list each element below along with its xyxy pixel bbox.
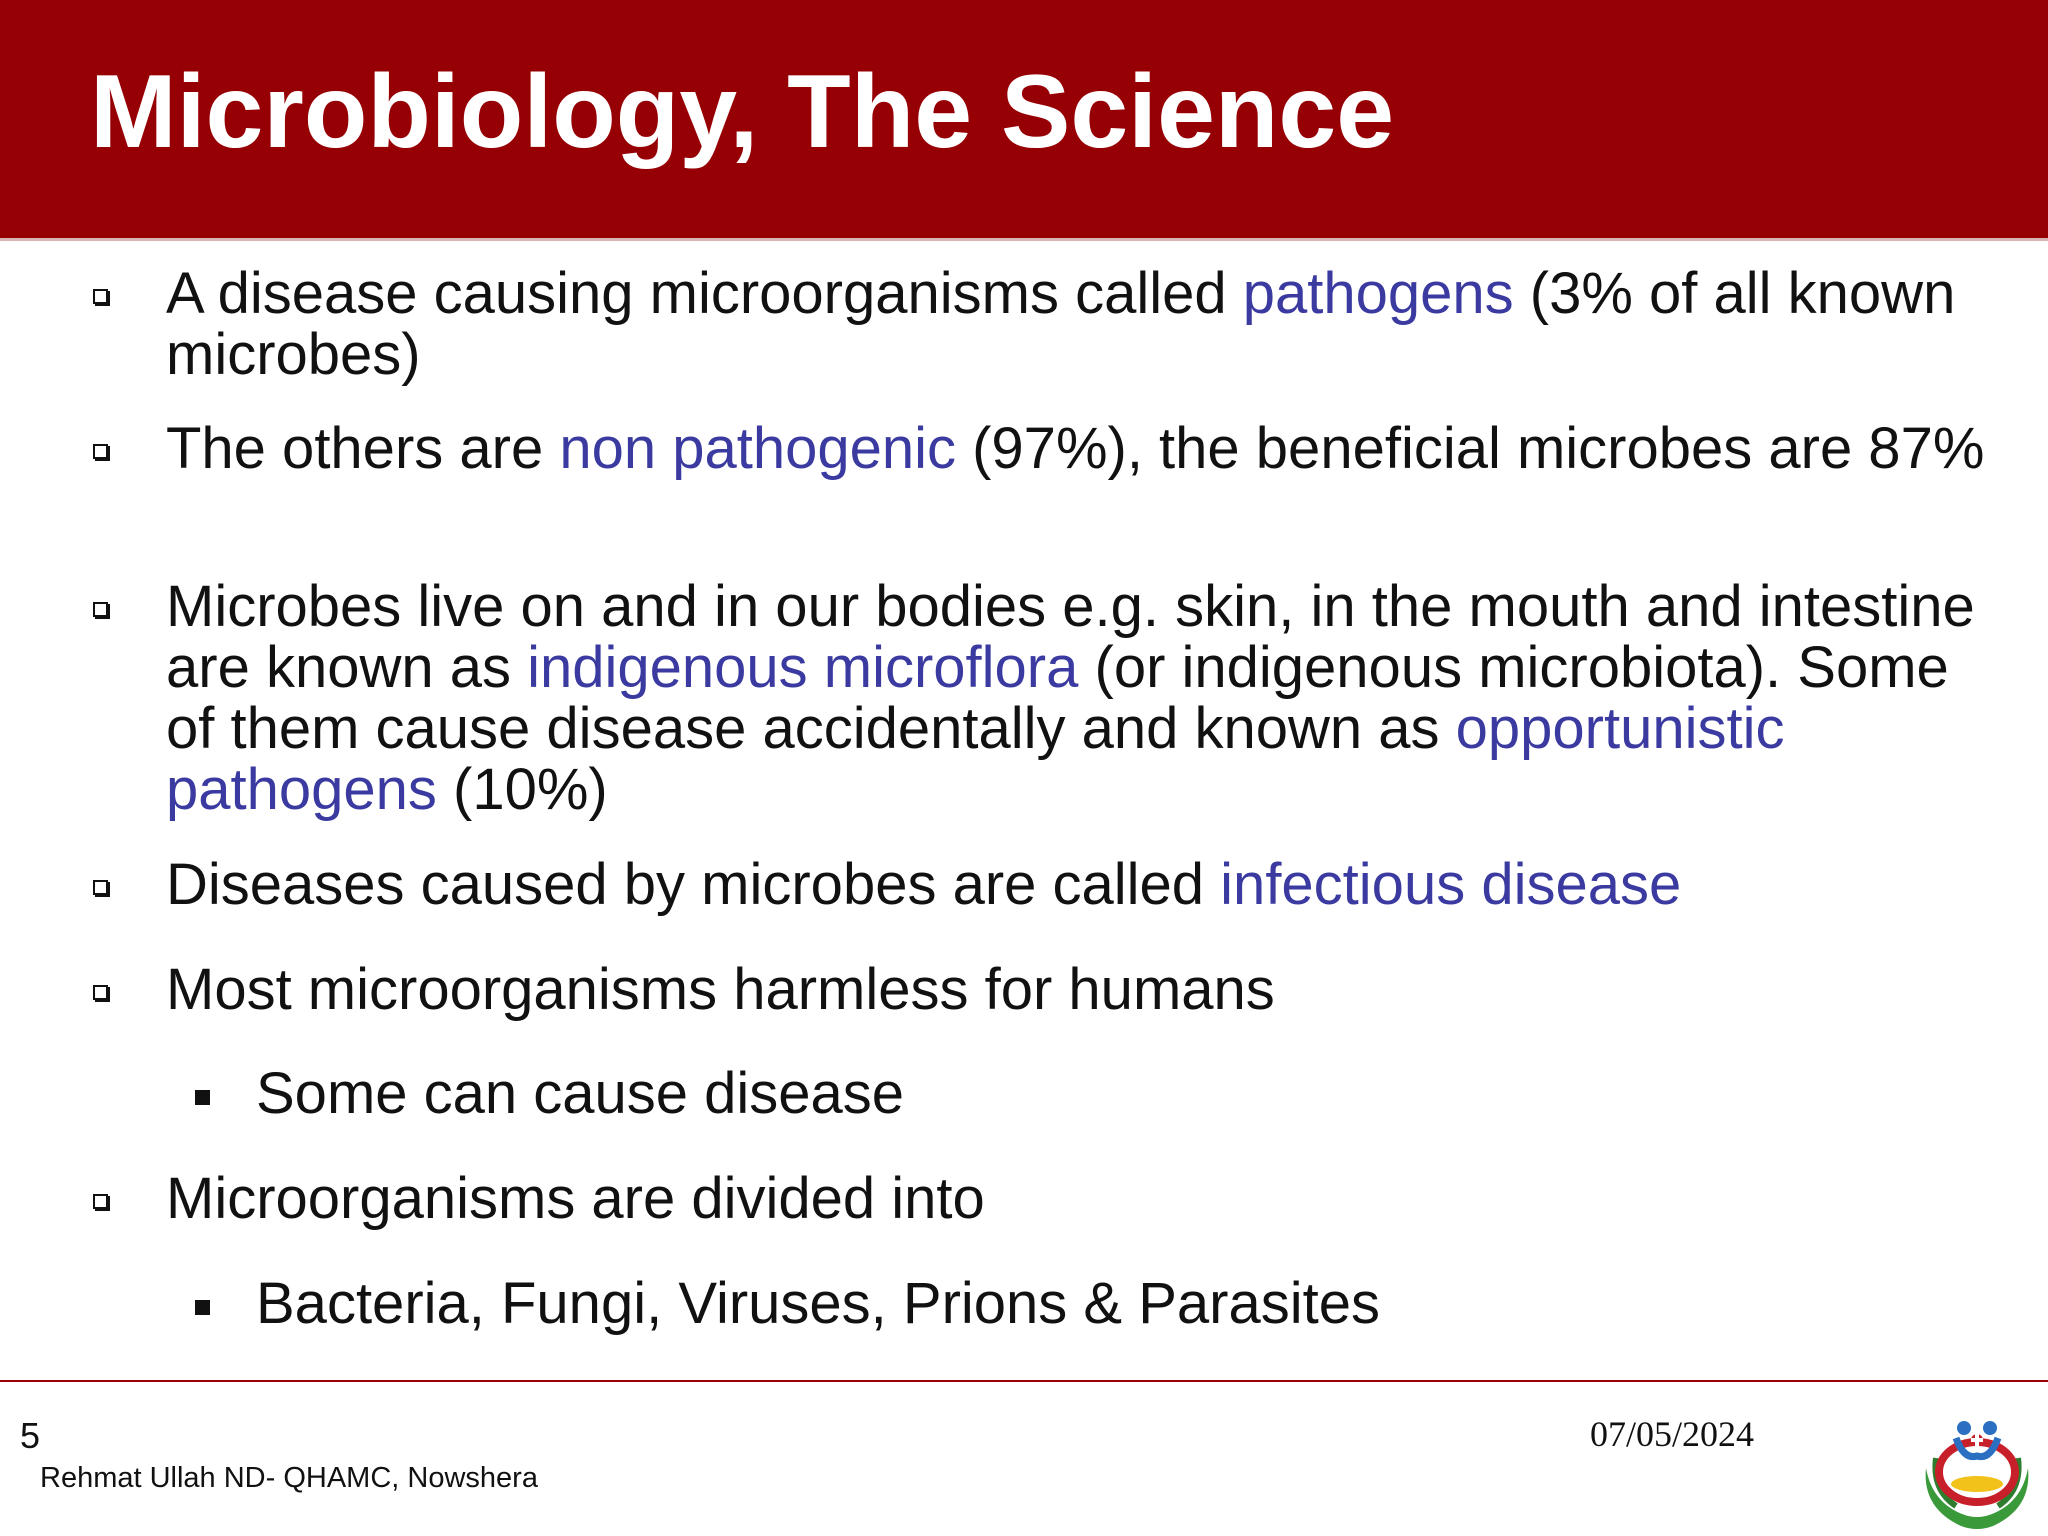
hollow-square-bullet-icon xyxy=(93,602,108,617)
hollow-square-bullet-icon xyxy=(93,880,108,895)
bullet-item xyxy=(166,854,2006,915)
sub-bullet-item xyxy=(256,1273,1956,1334)
bullet-item xyxy=(166,263,2006,385)
filled-square-bullet-icon xyxy=(195,1300,210,1315)
bullet-text: The others are non pathogenic (97%), the beneficial microbes are 87% xyxy=(166,416,1985,481)
title-underline xyxy=(0,238,2048,241)
institution-logo xyxy=(1906,1398,2048,1536)
bullet-item xyxy=(166,418,2006,479)
page-number: 5 xyxy=(20,1415,41,1456)
hollow-square-bullet-icon xyxy=(93,289,108,304)
footer-author: Rehmat Ullah ND- QHAMC, Nowshera xyxy=(40,1462,538,1494)
bullet-text: Microbes live on and in our bodies e.g. skin, in the mouth and intestine are known as indigenous microflora (or indigenous microbiota). Some of them cause disease accidentally and known as opportunistic pathogens (10%) xyxy=(166,574,1975,822)
sub-bullet-text: Bacteria, Fungi, Viruses, Prions & Parasites xyxy=(256,1271,1380,1336)
hollow-square-bullet-icon xyxy=(93,444,108,459)
bullet-text: Diseases caused by microbes are called infectious disease xyxy=(166,852,1682,917)
bullet-item xyxy=(166,576,2006,820)
bullet-item xyxy=(166,959,2006,1020)
bullet-text: A disease causing microorganisms called pathogens (3% of all known microbes) xyxy=(166,261,1956,387)
highlighted-term: indigenous microflora xyxy=(527,635,1079,700)
hollow-square-bullet-icon xyxy=(93,985,108,1000)
highlighted-term: non pathogenic xyxy=(559,416,956,481)
footer-divider xyxy=(0,1380,2048,1382)
sub-bullet-item xyxy=(256,1063,1956,1124)
bullet-text: Most microorganisms harmless for humans xyxy=(166,957,1275,1022)
sub-bullet-text: Some can cause disease xyxy=(256,1061,905,1126)
footer-date: 07/05/2024 xyxy=(1590,1414,1755,1454)
highlighted-term: pathogens xyxy=(1242,261,1514,326)
slide-title: Microbiology, The Science xyxy=(90,54,1395,170)
highlighted-term: infectious disease xyxy=(1220,852,1682,917)
hollow-square-bullet-icon xyxy=(93,1194,108,1209)
highlighted-term: opportunistic pathogens xyxy=(166,696,1785,822)
bullet-text: Microorganisms are divided into xyxy=(166,1166,985,1231)
bullet-item xyxy=(166,1168,2006,1229)
filled-square-bullet-icon xyxy=(195,1090,210,1105)
